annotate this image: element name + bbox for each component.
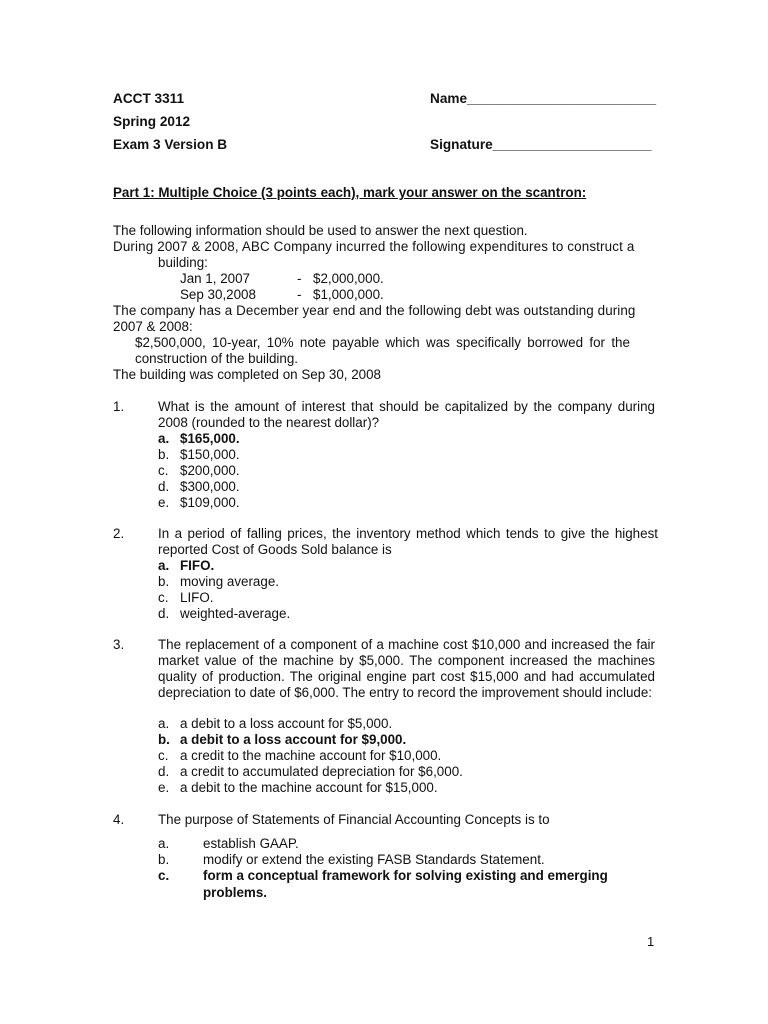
question-number: 1. <box>113 399 125 414</box>
option-letter: a. <box>158 836 170 851</box>
answer-option <box>158 479 240 495</box>
answer-option <box>158 590 213 606</box>
option-text: a debit to a loss account for $5,000. <box>180 716 393 731</box>
option-text: weighted-average. <box>180 606 291 621</box>
term: Spring 2012 <box>113 114 191 129</box>
option-text: a debit to the machine account for $15,000. <box>180 780 438 795</box>
option-letter: c. <box>158 590 169 605</box>
signature-field: Signature_____________________ <box>430 137 652 152</box>
question-number: 4. <box>113 812 125 827</box>
option-text: $165,000. <box>180 431 240 446</box>
answer-option <box>158 780 438 796</box>
answer-option-correct <box>158 431 240 447</box>
intro-line-2b: building: <box>158 255 208 270</box>
answer-option <box>158 764 463 780</box>
option-text: establish GAAP. <box>203 836 299 851</box>
name-field: Name_________________________ <box>430 91 657 106</box>
question-text: The purpose of Statements of Financial Accounting Concepts is to <box>158 812 550 827</box>
option-text: a credit to the machine account for $10,000. <box>180 748 442 763</box>
answer-option-correct <box>158 732 406 748</box>
option-letter: b. <box>158 732 170 747</box>
option-text: moving average. <box>180 574 279 589</box>
expenditure-2-dash: - <box>297 287 302 302</box>
part1-heading: Part 1: Multiple Choice (3 points each), mark your answer on the scantron: <box>113 185 587 200</box>
option-letter: e. <box>158 495 170 510</box>
page-number: 1 <box>647 934 655 949</box>
option-letter: e. <box>158 780 170 795</box>
answer-option <box>158 463 240 479</box>
intro-line-3: The company has a December year end and the following debt was outstanding during <box>113 303 636 318</box>
option-text: $109,000. <box>180 495 240 510</box>
option-letter: a. <box>158 558 170 573</box>
question-number: 3. <box>113 637 125 652</box>
option-text: FIFO. <box>180 558 215 573</box>
option-letter: a. <box>158 716 170 731</box>
answer-option <box>158 495 240 511</box>
intro-line-3b: 2007 & 2008: <box>113 319 193 334</box>
option-text: a debit to a loss account for $9,000. <box>180 732 407 747</box>
option-letter: b. <box>158 447 170 462</box>
question-text: The replacement of a component of a machine cost $10,000 and increased the fair market value of the machine by $5,000. The component increased the machines quality of production. The original engine part cost $15,000 and had accumulated depreciation to date of $6,000. The entry to record the improvement should include: <box>158 637 655 700</box>
option-text: LIFO. <box>180 590 214 605</box>
option-letter: d. <box>158 764 170 779</box>
option-text: $300,000. <box>180 479 240 494</box>
expenditure-1-amount: $2,000,000. <box>313 271 384 286</box>
question-text: In a period of falling prices, the inventory method which tends to give the highest reported Cost of Goods Sold balance is <box>158 526 658 557</box>
option-letter: c. <box>158 868 170 883</box>
answer-option <box>158 447 240 463</box>
answer-option <box>158 716 392 732</box>
intro-line-4: $2,500,000, 10-year, 10% note payable which was specifically borrowed for the <box>135 335 630 350</box>
question-text: What is the amount of interest that should be capitalized by the company during 2008 (rounded to the nearest dollar)? <box>158 399 655 430</box>
question-number: 2. <box>113 526 125 541</box>
option-letter: d. <box>158 479 170 494</box>
option-letter: b. <box>158 852 170 867</box>
intro-line-2-text: During 2007 & 2008, ABC Company incurred the following expenditures to construct a <box>113 239 635 254</box>
intro-line-1: The following information should be used to answer the next question. <box>113 223 528 238</box>
answer-option-correct <box>158 558 214 574</box>
option-text: modify or extend the existing FASB Standards Statement. <box>203 852 545 867</box>
course-code: ACCT 3311 <box>113 91 185 106</box>
option-letter: b. <box>158 574 170 589</box>
intro-line-5: The building was completed on Sep 30, 2008 <box>113 367 381 382</box>
option-text: $200,000. <box>180 463 240 478</box>
option-letter: c. <box>158 748 169 763</box>
answer-option <box>158 574 279 590</box>
expenditure-1-date: Jan 1, 2007 <box>180 271 250 286</box>
option-letter: a. <box>158 431 170 446</box>
option-letter: d. <box>158 606 170 621</box>
intro-line-2 <box>113 239 655 255</box>
expenditure-2-amount: $1,000,000. <box>313 287 384 302</box>
expenditure-1-dash: - <box>297 271 302 286</box>
option-text: form a conceptual framework for solving existing and emerging problems. <box>203 868 608 900</box>
expenditure-2-date: Sep 30,2008 <box>180 287 256 302</box>
answer-option <box>158 748 441 764</box>
intro-line-4b: construction of the building. <box>135 351 299 366</box>
answer-option <box>158 606 290 622</box>
option-text: $150,000. <box>180 447 240 462</box>
exam-version: Exam 3 Version B <box>113 137 228 152</box>
option-letter: c. <box>158 463 169 478</box>
option-text: a credit to accumulated depreciation for $6,000. <box>180 764 463 779</box>
